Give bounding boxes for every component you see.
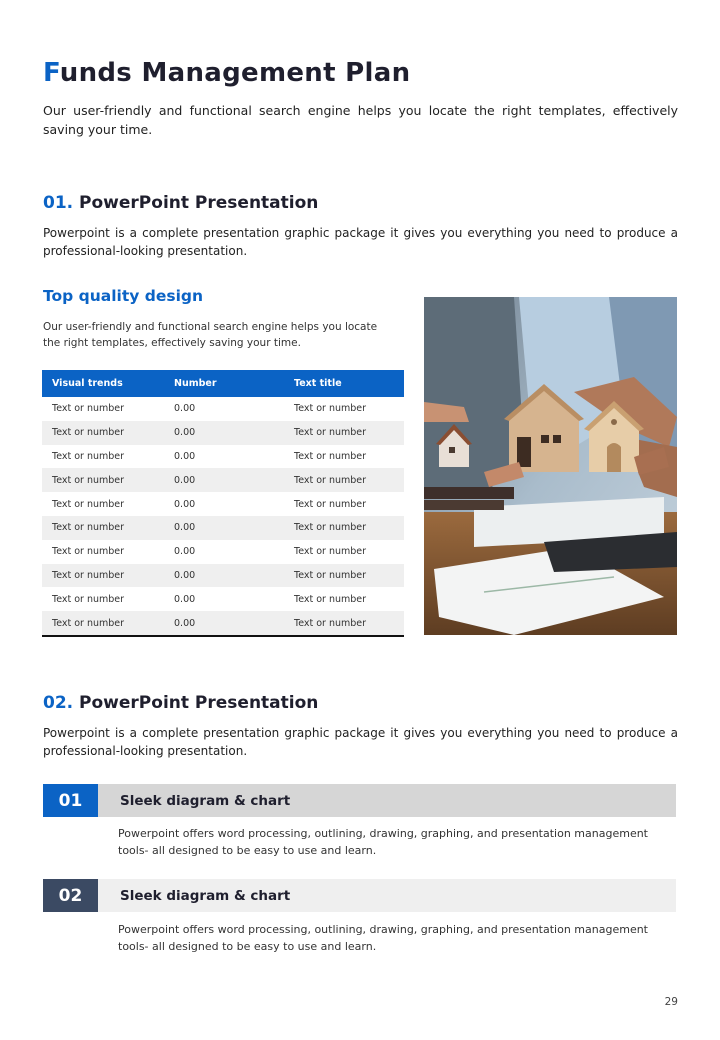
section2-text: Powerpoint is a complete presentation graphic package it gives you everything you need to produce a professional-looking presentation. — [43, 726, 678, 758]
table-cell: Text or number — [284, 516, 404, 540]
table-cell: 0.00 — [174, 403, 196, 415]
table-cell: Text or number — [284, 468, 404, 492]
table-row — [42, 468, 404, 492]
table-header-text-title: Text title — [284, 370, 404, 397]
table-header-visual-trends: Visual trends — [42, 370, 164, 397]
item2-number: 02 — [43, 879, 98, 912]
table-row — [42, 540, 404, 564]
table-cell: Text or number — [52, 546, 125, 558]
table-cell: Text or number — [284, 611, 404, 636]
table-cell: Text or number — [284, 421, 404, 445]
item1-text: Powerpoint offers word processing, outlining, drawing, graphing, and presentation management tools- all designed to be easy to use and learn. — [118, 827, 648, 857]
table-row — [42, 397, 404, 421]
table-cell: Text or number — [52, 593, 125, 605]
table-cell: 0.00 — [174, 546, 196, 558]
table-cell: Text or number — [42, 564, 164, 588]
data-table — [42, 370, 404, 637]
table-cell: Text or number — [42, 468, 164, 492]
table-header-row — [42, 370, 404, 397]
section1-title: PowerPoint Presentation — [79, 193, 319, 213]
table-cell: Text or number — [42, 421, 164, 445]
table-cell: 0.00 — [164, 564, 284, 588]
table-row — [42, 445, 404, 469]
table-cell: 0.00 — [164, 516, 284, 540]
table-cell: Text or number — [52, 403, 125, 415]
table-cell: Text or number — [294, 593, 367, 605]
table-cell: Text or number — [42, 516, 164, 540]
table-row — [42, 516, 404, 540]
table-cell: Text or number — [294, 450, 367, 462]
item1-number: 01 — [43, 784, 98, 817]
section1-number: 01. — [43, 193, 74, 213]
table-cell: 0.00 — [164, 468, 284, 492]
table-row — [42, 611, 404, 636]
table-cell: Text or number — [294, 546, 367, 558]
table-cell: 0.00 — [164, 421, 284, 445]
table-row — [42, 492, 404, 516]
table-row — [42, 564, 404, 588]
table-cell: 0.00 — [174, 498, 196, 510]
section2-heading — [43, 693, 318, 713]
section2-title: PowerPoint Presentation — [79, 693, 319, 713]
title-first-letter: F — [43, 58, 60, 88]
table-cell: Text or number — [294, 498, 367, 510]
page-number: 29 — [664, 996, 678, 1008]
page-title — [43, 58, 410, 88]
table-cell: 0.00 — [174, 450, 196, 462]
table-cell: Text or number — [52, 498, 125, 510]
item2-title: Sleek diagram & chart — [98, 879, 676, 912]
table-cell: 0.00 — [164, 611, 284, 636]
section1-text: Powerpoint is a complete presentation graphic package it gives you everything you need to produce a professional-looking presentation. — [43, 226, 678, 258]
table-row — [42, 587, 404, 611]
section2-number: 02. — [43, 693, 74, 713]
house-models-photo — [424, 297, 677, 635]
table-cell: 0.00 — [174, 593, 196, 605]
title-rest: unds Management Plan — [59, 58, 411, 88]
intro-text: Our user-friendly and functional search engine helps you locate the right templates, effectively saving your time. — [43, 103, 678, 137]
item2-text: Powerpoint offers word processing, outlining, drawing, graphing, and presentation management tools- all designed to be easy to use and learn. — [118, 923, 648, 953]
table-cell: Text or number — [294, 403, 367, 415]
section1-heading — [43, 193, 318, 213]
subsection-text: Our user-friendly and functional search engine helps you locate the right templates, effectively saving your time. — [43, 321, 378, 349]
table-header-number: Number — [164, 370, 284, 397]
table-cell: Text or number — [42, 611, 164, 636]
table-cell: Text or number — [284, 564, 404, 588]
item1-title: Sleek diagram & chart — [98, 784, 676, 817]
table-row — [42, 421, 404, 445]
table-cell: Text or number — [52, 450, 125, 462]
subsection-heading: Top quality design — [43, 287, 204, 305]
